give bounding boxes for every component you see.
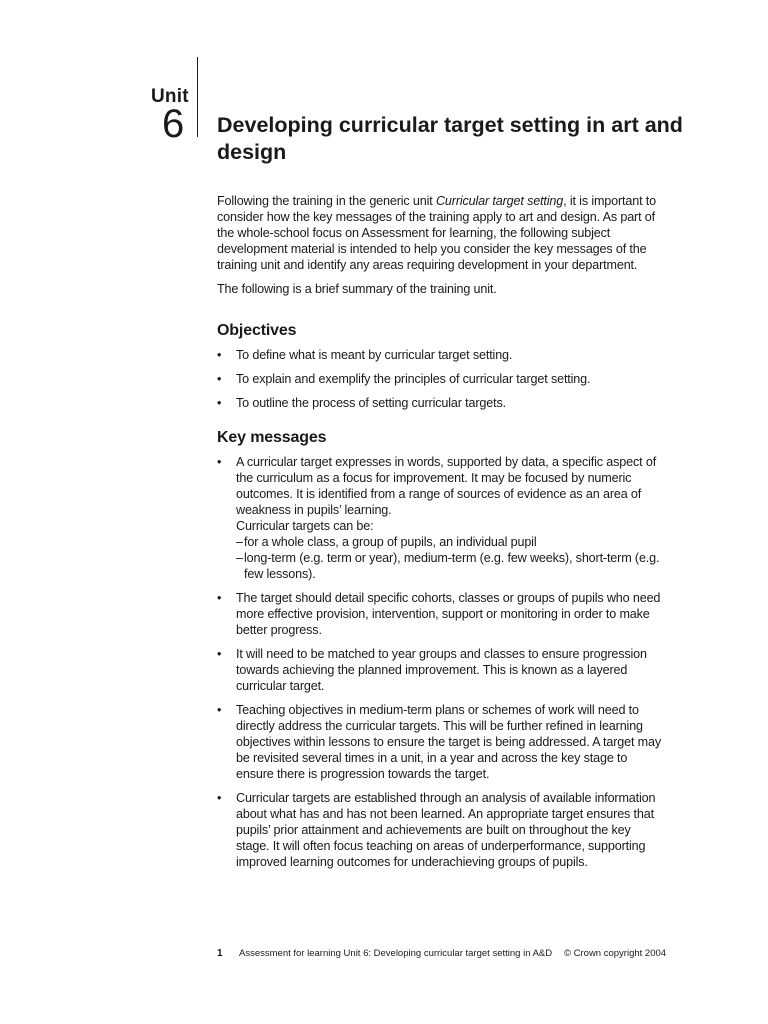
unit-divider-line (197, 57, 198, 137)
key-messages-list (217, 454, 667, 870)
unit-number: 6 (162, 102, 185, 146)
key-messages-heading: Key messages (217, 429, 327, 446)
summary-paragraph: The following is a brief summary of the training unit. (217, 282, 497, 296)
key-message-item: • A curricular target expresses in words, supported by data, a specific aspect of the curriculum as a focus for improvement. It may be focused by numeric outcomes. It is identified from a range of sources of evidence as an area of weakness in pupils’ learning. Curricular targets can be: – for a whole class, a group of pupils, an individual pupil – long-term (e.g. term or year), medium-term (e.g. few weeks), short-term (e.g. few lessons). (217, 454, 667, 582)
key-message-item: • Teaching objectives in medium-term plans or schemes of work will need to directly address the curricular targets. This will be further refined in learning objectives within lessons to ensure the target is being addressed. A target may be revisited several times in a unit, in a year and across the key stage to ensure there is progression towards the target. (217, 702, 667, 782)
key-message-item: • The target should detail specific cohorts, classes or groups of pupils who need more effective provision, intervention, support or monitoring in order to make better progress. (217, 590, 667, 638)
page-title: Developing curricular target setting in art and design (217, 113, 683, 164)
curricular-targets-dash-list (236, 534, 667, 582)
objectives-heading: Objectives (217, 322, 297, 339)
intro-paragraph: Following the training in the generic unit Curricular target setting, it is important to consider how the key messages of the training apply to art and design. As part of the whole-school focus on Assessment for learning, the following subject development material is intended to help you consider the key messages of the training unit and identify any areas requiring development in your department. (217, 194, 657, 272)
key-message-item: • Curricular targets are established through an analysis of available information about what has and has not been learned. An appropriate target ensures that pupils’ prior attainment and achievements are built on throughout the key stage. It will often focus teaching on areas of underperformance, supporting improved learning outcomes for underachieving groups of pupils. (217, 790, 667, 870)
generic-unit-title: Curricular target setting (435, 194, 564, 208)
curricular-targets-intro: Curricular targets can be: (236, 519, 374, 533)
main-content (217, 193, 667, 878)
objectives-list (217, 347, 667, 411)
dash-item: – for a whole class, a group of pupils, an individual pupil (236, 534, 667, 550)
page-number: 1 (217, 948, 223, 959)
unit-label: Unit (151, 86, 189, 107)
key-message-item: • It will need to be matched to year groups and classes to ensure progression towards achieving the planned improvement. This is known as a layered curricular target. (217, 646, 667, 694)
objective-item: • To explain and exemplify the principles of curricular target setting. (217, 371, 667, 387)
objective-item: • To outline the process of setting curricular targets. (217, 395, 667, 411)
dash-item: – long-term (e.g. term or year), medium-term (e.g. few weeks), short-term (e.g. few lessons). (236, 550, 667, 582)
footer-title: Assessment for learning Unit 6: Developing curricular target setting in A&D (239, 948, 553, 959)
objective-item: • To define what is meant by curricular target setting. (217, 347, 667, 363)
copyright-notice: © Crown copyright 2004 (564, 948, 667, 959)
